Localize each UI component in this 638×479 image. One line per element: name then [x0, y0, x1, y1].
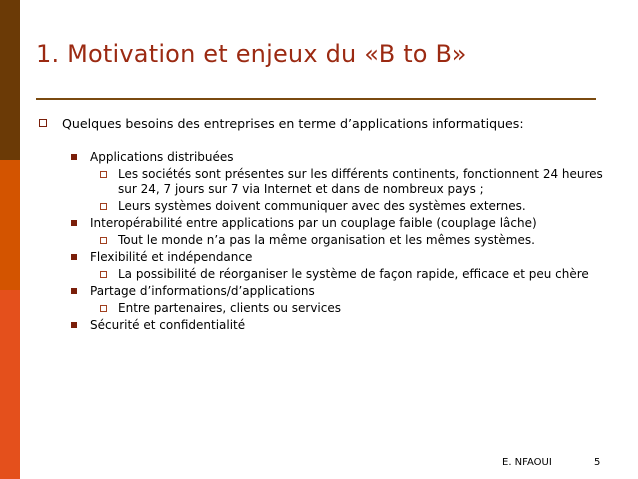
bullet-item	[36, 199, 606, 214]
bullet-text: Interopérabilité entre applications par un couplage faible (couplage lâche)	[90, 216, 537, 230]
bullet-item	[36, 150, 606, 165]
page-number: 5	[594, 457, 601, 468]
side-band-bottom	[0, 290, 20, 479]
filled-square-bullet-icon	[71, 220, 77, 226]
bullet-item	[36, 250, 606, 265]
side-band-middle	[0, 160, 20, 290]
bullet-item	[36, 233, 606, 248]
bullet-text: Applications distribuées	[90, 150, 234, 164]
bullet-text: Tout le monde n’a pas la même organisation et les mêmes systèmes.	[118, 233, 535, 247]
bullet-item	[36, 301, 606, 316]
bullet-text: La possibilité de réorganiser le système de façon rapide, efficace et peu chère	[118, 267, 589, 281]
hollow-square-bullet-icon	[100, 271, 107, 278]
title-divider	[36, 98, 596, 100]
bullet-text: Quelques besoins des entreprises en terme d’applications informatiques:	[62, 116, 524, 131]
bullet-text: Entre partenaires, clients ou services	[118, 301, 342, 315]
filled-square-bullet-icon	[71, 254, 77, 260]
bullet-item	[36, 167, 606, 197]
bullet-text: Partage d’informations/d’applications	[90, 284, 315, 298]
hollow-square-bullet-icon	[100, 305, 107, 312]
filled-square-bullet-icon	[71, 154, 77, 160]
slide-content	[36, 116, 606, 335]
bullet-item	[36, 284, 606, 299]
bullet-text: Les sociétés sont présentes sur les différents continents, fonctionnent 24 heures sur 24, 7 jours sur 7 via Internet et dans de nombreux pays ;	[118, 167, 603, 196]
filled-square-bullet-icon	[71, 288, 77, 294]
filled-square-bullet-icon	[71, 322, 77, 328]
side-band-top	[0, 0, 20, 160]
bullet-text: Flexibilité et indépendance	[90, 250, 253, 264]
footer-author: E. NFAOUI	[502, 457, 552, 468]
bullet-item	[36, 267, 606, 282]
bullet-text: Sécurité et confidentialité	[90, 318, 246, 332]
hollow-square-bullet-icon	[100, 203, 107, 210]
bullet-item	[36, 216, 606, 231]
hollow-square-bullet-icon	[39, 119, 47, 127]
bullet-item	[36, 116, 606, 131]
bullet-text: Leurs systèmes doivent communiquer avec des systèmes externes.	[118, 199, 526, 213]
bullet-item	[36, 318, 606, 333]
hollow-square-bullet-icon	[100, 171, 107, 178]
hollow-square-bullet-icon	[100, 237, 107, 244]
slide-title: 1. Motivation et enjeux du «B to B»	[36, 40, 467, 68]
